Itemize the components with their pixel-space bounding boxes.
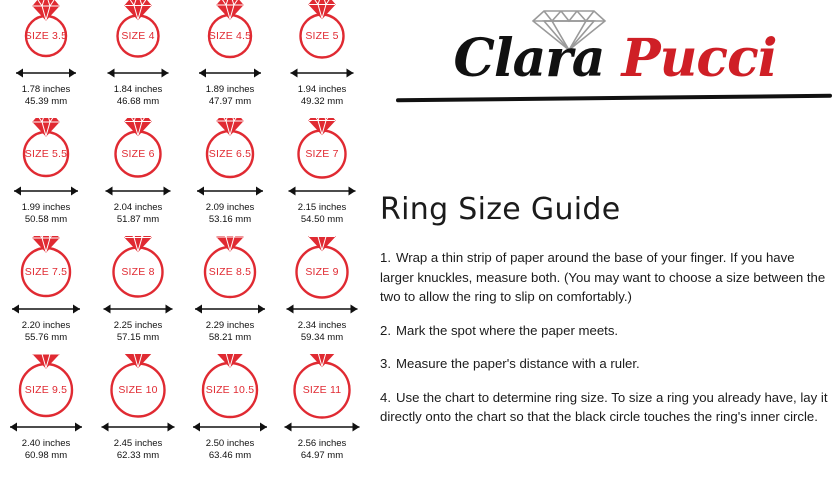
diameter-arrow xyxy=(0,66,92,80)
measurement-inches: 2.45 inches xyxy=(113,438,163,449)
ring-illustration xyxy=(92,118,184,190)
measurement-mm: 53.16 mm xyxy=(208,214,252,225)
measurement-text xyxy=(92,202,184,226)
measurement-mm: 58.21 mm xyxy=(208,332,252,343)
ring-illustration xyxy=(92,0,184,72)
ring-size-label: SIZE 3.5 xyxy=(24,30,68,42)
ring-size-label: SIZE 4.5 xyxy=(208,30,252,42)
ring-illustration xyxy=(0,118,92,190)
measurement-text xyxy=(92,84,184,108)
measurement-text xyxy=(276,320,368,344)
diameter-arrow xyxy=(276,302,368,316)
chart-row xyxy=(0,236,368,354)
ring-illustration xyxy=(0,354,92,426)
measurement-inches: 1.84 inches xyxy=(113,84,163,95)
ring-size-label: SIZE 6 xyxy=(121,148,155,160)
measurement-text xyxy=(0,84,92,108)
chart-row xyxy=(0,118,368,236)
step-number: 3. xyxy=(380,356,391,371)
step-text: Measure the paper's distance with a ruler. xyxy=(396,356,640,371)
measurement-mm: 50.58 mm xyxy=(24,214,68,225)
ring-illustration xyxy=(184,0,276,72)
measurement-mm: 60.98 mm xyxy=(24,450,68,461)
ring-size-label: SIZE 7 xyxy=(305,148,339,160)
diameter-arrow xyxy=(0,184,92,198)
ring-size-cell xyxy=(0,0,92,118)
list-item xyxy=(380,388,830,427)
ring-size-cell xyxy=(92,354,184,472)
measurement-mm: 51.87 mm xyxy=(116,214,160,225)
measurement-mm: 63.46 mm xyxy=(208,450,252,461)
brand-name-second: Pucci xyxy=(621,28,777,89)
measurement-text xyxy=(92,320,184,344)
diameter-arrow xyxy=(184,420,276,434)
measurement-inches: 1.94 inches xyxy=(297,84,347,95)
diameter-arrow xyxy=(276,420,368,434)
measurement-text xyxy=(0,320,92,344)
step-text: Use the chart to determine ring size. To size a ring you already have, lay it directly onto the chart so that the black circle touches the ring's inner circle. xyxy=(380,389,828,424)
ring-size-chart xyxy=(0,0,368,501)
measurement-inches: 2.56 inches xyxy=(297,438,347,449)
measurement-mm: 54.50 mm xyxy=(300,214,344,225)
diameter-arrow xyxy=(92,420,184,434)
measurement-inches: 2.50 inches xyxy=(205,438,255,449)
list-item xyxy=(380,354,830,374)
ring-size-label: SIZE 10.5 xyxy=(205,384,255,396)
ring-size-label: SIZE 9.5 xyxy=(24,384,68,396)
step-number: 2. xyxy=(380,322,391,338)
ring-size-cell xyxy=(184,354,276,472)
ring-illustration xyxy=(0,0,92,72)
step-text: Mark the spot where the paper meets. xyxy=(396,322,619,338)
measurement-mm: 47.97 mm xyxy=(208,96,252,107)
measurement-mm: 55.76 mm xyxy=(24,332,68,343)
ring-illustration xyxy=(276,118,368,190)
step-text: Wrap a thin strip of paper around the base of your finger. If you have larger knuckles, measure both. (You may want to choose a size between the two to allow the ring to slip on comfortably.) xyxy=(380,250,826,304)
instructions-list xyxy=(380,248,830,441)
measurement-inches: 2.34 inches xyxy=(297,320,347,331)
measurement-inches: 1.89 inches xyxy=(205,84,255,95)
ring-size-cell xyxy=(0,236,92,354)
ring-size-cell xyxy=(92,236,184,354)
list-item xyxy=(380,248,830,307)
ring-size-label: SIZE 8.5 xyxy=(208,266,252,278)
diameter-arrow xyxy=(0,420,92,434)
ring-size-label: SIZE 5.5 xyxy=(24,148,68,160)
ring-illustration xyxy=(0,236,92,308)
measurement-mm: 57.15 mm xyxy=(116,332,160,343)
ring-illustration xyxy=(184,118,276,190)
measurement-text xyxy=(92,438,184,462)
step-number: 4. xyxy=(380,389,391,405)
ring-size-cell xyxy=(92,0,184,118)
list-item xyxy=(380,321,830,341)
measurement-text xyxy=(276,438,368,462)
diameter-arrow xyxy=(184,302,276,316)
ring-illustration xyxy=(276,236,368,308)
measurement-text xyxy=(276,202,368,226)
ring-size-cell xyxy=(92,118,184,236)
diameter-arrow xyxy=(276,184,368,198)
measurement-inches: 1.78 inches xyxy=(21,84,71,95)
measurement-text xyxy=(0,438,92,462)
measurement-mm: 45.39 mm xyxy=(24,96,68,107)
measurement-text xyxy=(276,84,368,108)
measurement-text xyxy=(0,202,92,226)
ring-size-cell xyxy=(276,354,368,472)
brand-name xyxy=(390,28,839,89)
ring-size-label: SIZE 9 xyxy=(305,266,339,278)
page-title: Ring Size Guide xyxy=(380,192,621,227)
diameter-arrow xyxy=(92,66,184,80)
step-number: 1. xyxy=(380,250,391,265)
diameter-arrow xyxy=(92,302,184,316)
ring-size-label: SIZE 8 xyxy=(121,266,155,278)
measurement-mm: 49.32 mm xyxy=(300,96,344,107)
ring-size-cell xyxy=(184,236,276,354)
measurement-mm: 62.33 mm xyxy=(116,450,160,461)
logo-underline xyxy=(396,94,832,103)
ring-illustration xyxy=(92,236,184,308)
ring-illustration xyxy=(276,0,368,72)
measurement-text xyxy=(184,438,276,462)
diameter-arrow xyxy=(184,184,276,198)
measurement-mm: 64.97 mm xyxy=(300,450,344,461)
ring-size-label: SIZE 4 xyxy=(121,30,155,42)
ring-size-label: SIZE 10 xyxy=(118,384,158,396)
measurement-inches: 2.04 inches xyxy=(113,202,163,213)
measurement-inches: 2.29 inches xyxy=(205,320,255,331)
measurement-inches: 1.99 inches xyxy=(21,202,71,213)
ring-size-label: SIZE 7.5 xyxy=(24,266,68,278)
chart-row xyxy=(0,354,368,472)
measurement-inches: 2.40 inches xyxy=(21,438,71,449)
ring-size-cell xyxy=(0,118,92,236)
chart-row xyxy=(0,0,368,118)
measurement-text xyxy=(184,84,276,108)
ring-size-label: SIZE 5 xyxy=(305,30,339,42)
ring-illustration xyxy=(92,354,184,426)
guide-panel xyxy=(368,0,839,501)
ring-size-cell xyxy=(276,0,368,118)
measurement-text xyxy=(184,320,276,344)
ring-size-label: SIZE 6.5 xyxy=(208,148,252,160)
ring-illustration xyxy=(184,354,276,426)
ring-size-cell xyxy=(276,118,368,236)
measurement-inches: 2.25 inches xyxy=(113,320,163,331)
measurement-mm: 46.68 mm xyxy=(116,96,160,107)
ring-size-cell xyxy=(0,354,92,472)
ring-size-cell xyxy=(276,236,368,354)
ring-size-cell xyxy=(184,0,276,118)
ring-illustration xyxy=(276,354,368,426)
diameter-arrow xyxy=(276,66,368,80)
measurement-inches: 2.20 inches xyxy=(21,320,71,331)
diameter-arrow xyxy=(184,66,276,80)
brand-logo xyxy=(378,6,838,106)
measurement-inches: 2.09 inches xyxy=(205,202,255,213)
diameter-arrow xyxy=(92,184,184,198)
ring-illustration xyxy=(184,236,276,308)
measurement-inches: 2.15 inches xyxy=(297,202,347,213)
ring-size-cell xyxy=(184,118,276,236)
diameter-arrow xyxy=(0,302,92,316)
measurement-text xyxy=(184,202,276,226)
brand-name-first: Clara xyxy=(453,28,605,89)
measurement-mm: 59.34 mm xyxy=(300,332,344,343)
ring-size-label: SIZE 11 xyxy=(302,384,342,396)
